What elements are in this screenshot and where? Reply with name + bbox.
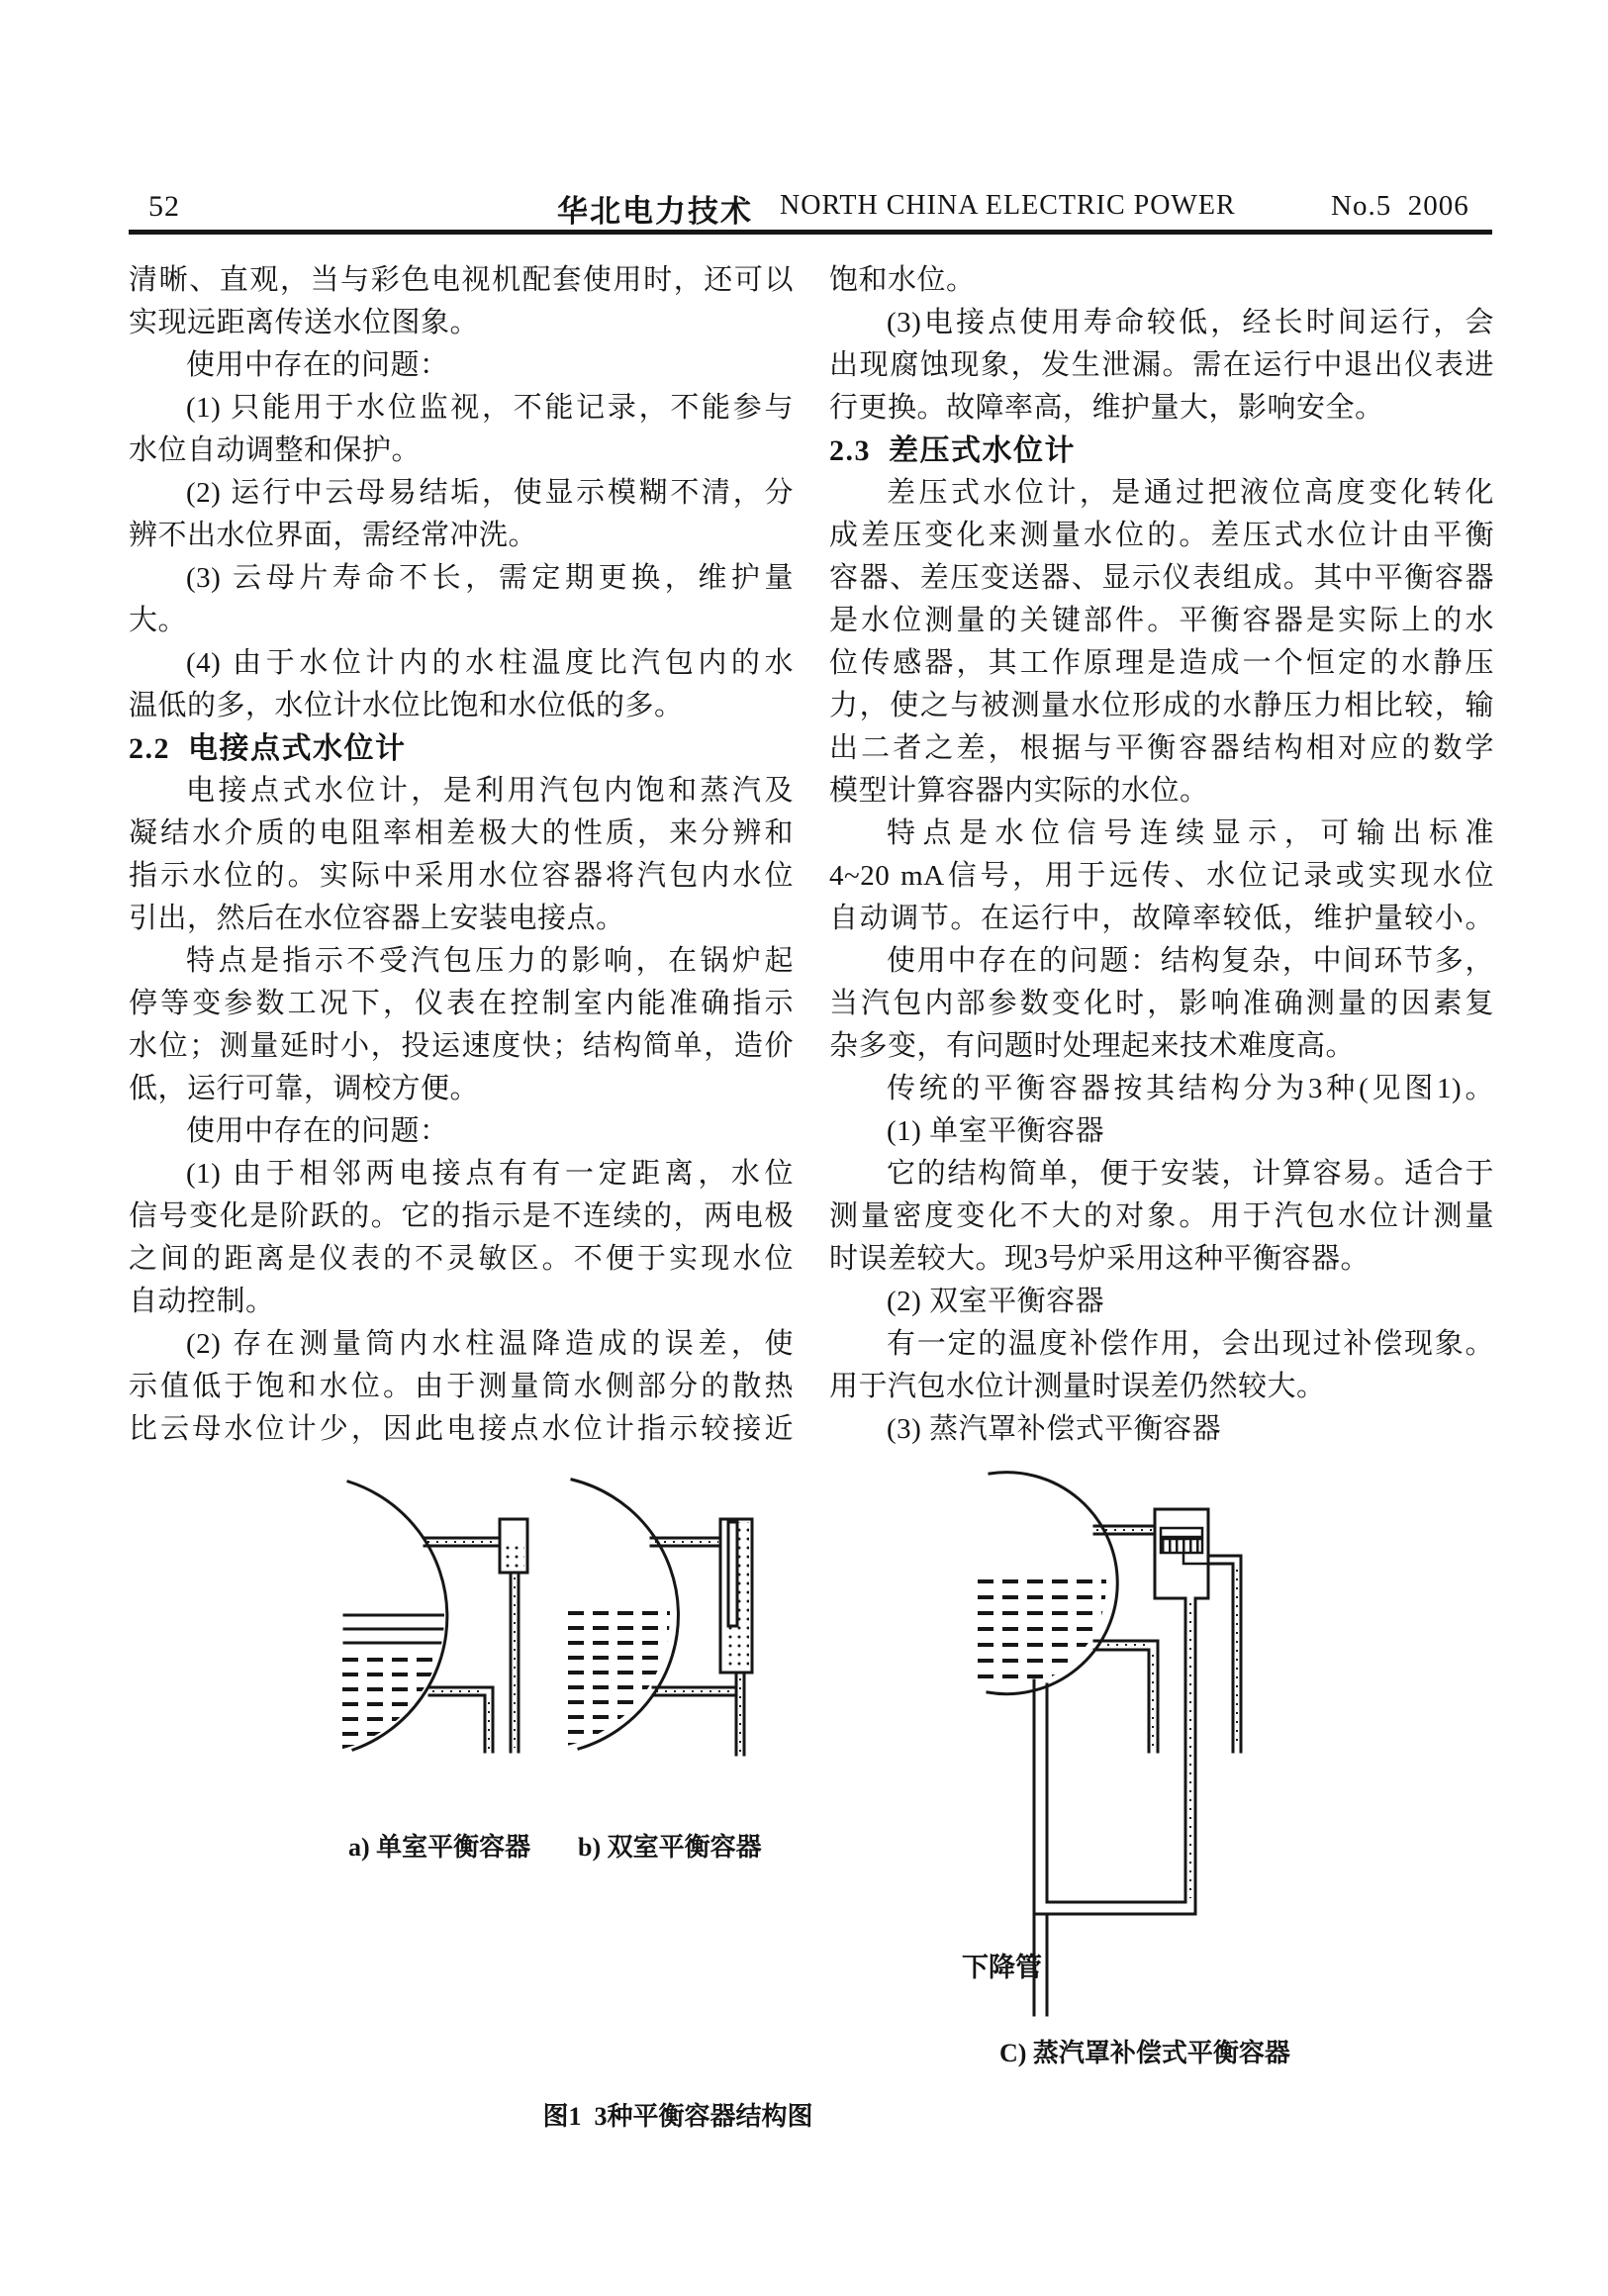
text-line: 自动调节。在运行中，故障率较低，维护量较小。 — [829, 903, 1494, 934]
journal-title-en: NORTH CHINA ELECTRIC POWER — [780, 190, 1236, 221]
text-line: 时误差较大。现3号炉采用这种平衡容器。 — [829, 1243, 1371, 1275]
text-line: 特点是水位信号连续显示，可输出标准 — [887, 817, 1494, 849]
issue-number: No.5 2006 — [1331, 190, 1469, 222]
text-line: 容器、差压变送器、显示仪表组成。其中平衡容器 — [829, 562, 1494, 594]
text-line: 示值低于饱和水位。由于测量筒水侧部分的散热 — [129, 1371, 794, 1402]
text-line: (2) 存在测量筒内水柱温降造成的误差，使 — [186, 1328, 794, 1360]
text-line: 4~20 mA信号，用于远传、水位记录或实现水位 — [829, 860, 1494, 892]
text-line: 是水位测量的关键部件。平衡容器是实际上的水 — [829, 605, 1494, 636]
text-line: (1) 单室平衡容器 — [887, 1115, 1105, 1147]
text-line: 之间的距离是仪表的不灵敏区。不便于实现水位 — [129, 1243, 794, 1275]
journal-title-cn: 华北电力技术 — [557, 194, 753, 229]
text-line: 水位自动调整和保护。 — [129, 434, 422, 466]
text-line: (3) 云母片寿命不长，需定期更换，维护量 — [186, 562, 794, 594]
text-line: 差压式水位计，是通过把液位高度变化转化 — [887, 477, 1494, 509]
text-line: 特点是指示不受汽包压力的影响，在锅炉起 — [186, 945, 794, 977]
figure-caption-c: C) 蒸汽罩补偿式平衡容器 — [999, 2039, 1290, 2067]
text-line: 温低的多，水位计水位比饱和水位低的多。 — [129, 690, 684, 721]
figure-diagram — [148, 1465, 1296, 2058]
text-line: (1) 只能用于水位监视，不能记录，不能参与 — [186, 392, 794, 424]
text-line: 饱和水位。 — [829, 264, 976, 296]
figure-title: 图1 3种平衡容器结构图 — [542, 2102, 813, 2131]
text-line: 比云母水位计少，因此电接点水位计指示较接近 — [129, 1413, 794, 1445]
diagram-double-chamber — [568, 1480, 752, 1755]
text-line: 指示水位的。实际中采用水位容器将汽包内水位 — [129, 860, 794, 892]
text-line: 测量密度变化不大的对象。用于汽包水位计测量 — [829, 1200, 1494, 1232]
section-heading: 2.3 差压式水位计 — [829, 434, 1076, 467]
text-line: 力，使之与被测量水位形成的水静压力相比较，输 — [829, 690, 1494, 721]
text-column-left — [129, 259, 794, 1451]
text-line: 大。 — [129, 605, 188, 636]
figure-caption-b: b) 双室平衡容器 — [578, 1833, 762, 1862]
text-line: 停等变参数工况下，仪表在控制室内能准确指示 — [129, 988, 794, 1019]
text-line: 有一定的温度补偿作用，会出现过补偿现象。 — [887, 1328, 1494, 1360]
text-line: 实现远距离传送水位图象。 — [129, 307, 480, 338]
text-line: 成差压变化来测量水位的。差压式水位计由平衡 — [829, 520, 1494, 551]
text-line: 凝结水介质的电阻率相差极大的性质，来分辨和 — [129, 817, 794, 849]
text-line: (1) 由于相邻两电接点有有一定距离，水位 — [186, 1158, 794, 1190]
text-line: 当汽包内部参数变化时，影响准确测量的因素复 — [829, 988, 1494, 1019]
text-line: 出现腐蚀现象，发生泄漏。需在运行中退出仪表进 — [829, 349, 1494, 381]
text-line: 水位；测量延时小，投运速度快；结构简单，造价 — [129, 1030, 794, 1062]
text-line: 信号变化是阶跃的。它的指示是不连续的，两电极 — [129, 1200, 794, 1232]
page-number: 52 — [148, 190, 180, 223]
text-column-right — [829, 259, 1494, 1451]
text-line: 引出，然后在水位容器上安装电接点。 — [129, 903, 625, 934]
text-line: 使用中存在的问题： — [186, 1115, 449, 1147]
text-line: 位传感器，其工作原理是造成一个恒定的水静压 — [829, 647, 1494, 679]
text-line: 自动控制。 — [129, 1286, 275, 1317]
text-line: 模型计算容器内实际的水位。 — [829, 775, 1209, 807]
text-line: 它的结构简单，便于安装，计算容易。适合于 — [887, 1158, 1494, 1190]
text-line: (3) 蒸汽罩补偿式平衡容器 — [887, 1413, 1222, 1445]
text-line: 杂多变，有问题时处理起来技术难度高。 — [829, 1030, 1356, 1062]
downcomer-label: 下降管 — [962, 1953, 1042, 1982]
text-line: 用于汽包水位计测量时误差仍然较大。 — [829, 1371, 1326, 1402]
text-line: 使用中存在的问题：结构复杂，中间环节多， — [887, 945, 1494, 977]
text-line: 低，运行可靠，调校方便。 — [129, 1073, 480, 1104]
text-line: 传统的平衡容器按其结构分为3种(见图1)。 — [887, 1073, 1494, 1104]
text-line: 行更换。故障率高，维护量大，影响安全。 — [829, 392, 1384, 424]
text-line: 辨不出水位界面，需经常冲洗。 — [129, 520, 538, 551]
header-rule — [129, 230, 1492, 235]
text-line: (2) 运行中云母易结垢，使显示模糊不清，分 — [186, 477, 794, 509]
text-line: 出二者之差，根据与平衡容器结构相对应的数学 — [829, 732, 1494, 764]
text-line: (4) 由于水位计内的水柱温度比汽包内的水 — [186, 647, 794, 679]
text-line: (3)电接点使用寿命较低，经长时间运行，会 — [887, 307, 1494, 338]
text-line: 清晰、直观，当与彩色电视机配套使用时，还可以 — [129, 264, 794, 296]
text-line: (2) 双室平衡容器 — [887, 1286, 1105, 1317]
diagram-single-chamber — [342, 1482, 527, 1752]
text-line: 使用中存在的问题： — [186, 349, 449, 381]
diagram-steam-hood — [978, 1473, 1241, 2015]
figure-caption-a: a) 单室平衡容器 — [348, 1833, 531, 1862]
text-line: 电接点式水位计，是利用汽包内饱和蒸汽及 — [186, 775, 794, 807]
section-heading: 2.2 电接点式水位计 — [129, 732, 407, 765]
